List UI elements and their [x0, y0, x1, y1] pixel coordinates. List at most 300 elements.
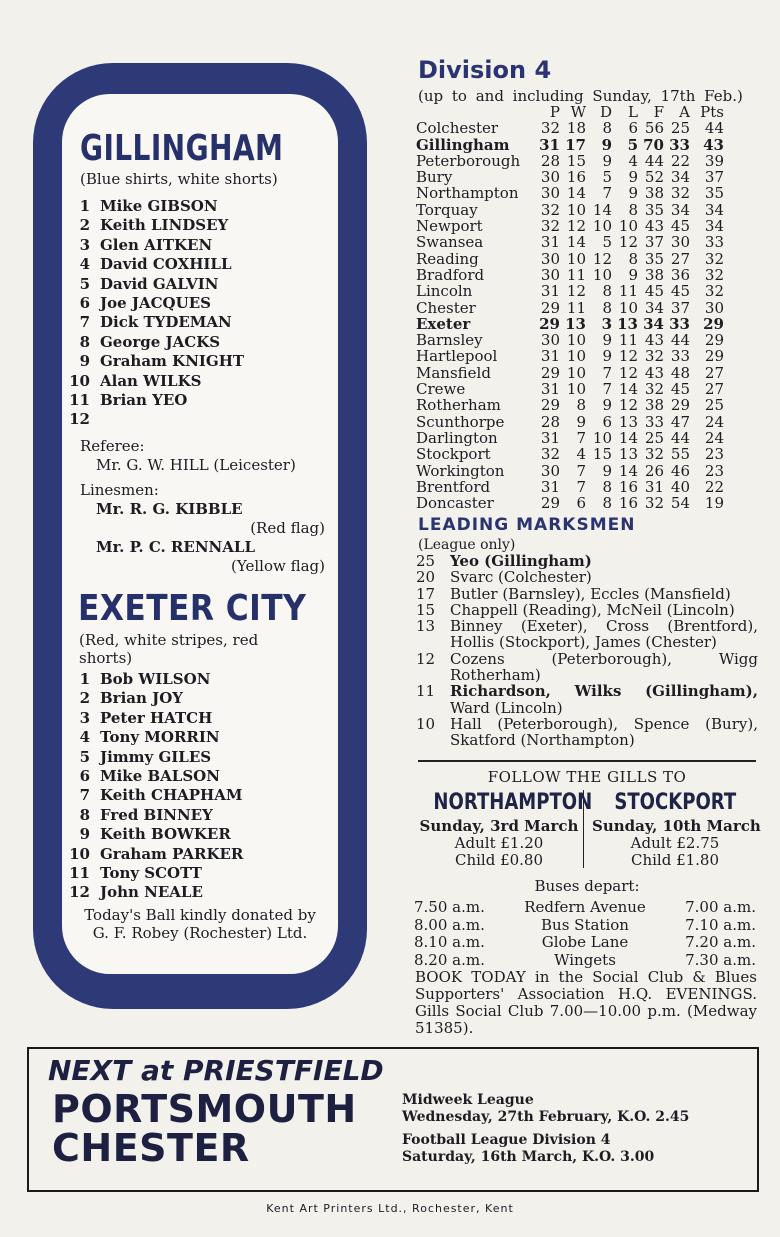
stat-cell: 14 [618, 428, 638, 447]
table-row [416, 283, 724, 299]
player-name: Glen AITKEN [100, 235, 213, 254]
player-row [62, 236, 244, 255]
player-row [62, 352, 244, 371]
player-number: 7 [79, 313, 90, 332]
stat-cell: 9 [628, 265, 638, 284]
player-name: Keith LINDSEY [100, 216, 229, 235]
player-name: Jimmy GILES [100, 747, 212, 766]
stat-cell: 32 [644, 347, 664, 366]
fixture-1 [402, 1092, 689, 1126]
stat-cell: 55 [670, 445, 690, 464]
marksmen-list [416, 553, 758, 749]
stat-cell: 32 [540, 217, 560, 236]
marksman-entry [416, 602, 758, 618]
table-row [416, 316, 724, 332]
stat-cell: 43 [644, 217, 664, 236]
stat-cell: 11 [618, 331, 638, 350]
stat-cell: 31 [540, 380, 560, 399]
column-header: Pts [700, 103, 724, 121]
stat-cell: 9 [628, 168, 638, 187]
stat-cell: 25 [644, 428, 664, 447]
player-number: 3 [79, 235, 90, 254]
stat-cell: 52 [644, 168, 664, 187]
team-cell: Peterborough [416, 151, 521, 170]
team-cell: Scunthorpe [416, 412, 505, 431]
stat-cell: 47 [670, 412, 690, 431]
fixture-competition: Football League Division 4 [402, 1132, 611, 1148]
scorer-names [450, 586, 758, 602]
scorer-names [450, 602, 758, 618]
gillingham-team-name: GILLINGHAM [80, 128, 284, 169]
scorer-plain: Hall (Peterborough), Spence (Bury), Skatford (Northampton) [450, 714, 758, 750]
stat-cell: 16 [566, 168, 586, 187]
stat-cell: 37 [644, 233, 664, 252]
stat-cell: 34 [704, 200, 724, 219]
table-row [416, 169, 724, 185]
stat-cell: 38 [644, 265, 664, 284]
stat-cell: 29 [703, 314, 724, 333]
stat-cell: 38 [644, 396, 664, 415]
goal-count: 17 [416, 584, 436, 603]
stat-cell: 29 [540, 363, 560, 382]
column-header: F [653, 103, 664, 121]
team-cell: Doncaster [416, 494, 494, 513]
trip-stockport [592, 790, 761, 869]
stat-cell: 8 [602, 119, 612, 138]
player-row [62, 709, 243, 728]
table-row [416, 381, 724, 397]
player-row [62, 883, 243, 902]
goal-count: 10 [416, 714, 436, 733]
player-row [62, 825, 243, 844]
division-subtitle: (up to and including Sunday, 17th Feb.) [418, 87, 743, 105]
stat-cell: 40 [670, 477, 690, 496]
player-name: Joe JACQUES [100, 293, 211, 312]
stat-cell: 9 [601, 135, 612, 154]
table-row [416, 251, 724, 267]
follow-heading: FOLLOW THE GILLS TO [487, 768, 687, 786]
stat-cell: 8 [602, 282, 612, 301]
printer-credit: Kent Art Printers Ltd., Rochester, Kent [266, 1202, 514, 1215]
team-cell: Exeter [416, 314, 471, 333]
match-ball-note: Today's Ball kindly donated by G. F. Robey (Rochester) Ltd. [84, 906, 316, 942]
referee-name: Mr. G. W. HILL (Leicester) [96, 456, 296, 474]
section-divider [418, 760, 756, 762]
player-row [62, 689, 243, 708]
column-header: D [599, 103, 612, 121]
team-cell: Bradford [416, 265, 485, 284]
marksman-entry [416, 716, 758, 749]
stat-cell: 32 [644, 445, 664, 464]
stat-cell: 33 [669, 135, 690, 154]
stat-cell: 8 [628, 249, 638, 268]
player-number: 9 [79, 352, 90, 371]
stat-cell: 30 [704, 298, 724, 317]
player-row [62, 333, 244, 352]
stat-cell: 9 [602, 396, 612, 415]
pickup-location: Redfern Avenue [524, 898, 646, 916]
stat-cell: 15 [566, 151, 586, 170]
stat-cell: 31 [540, 477, 560, 496]
stat-cell: 5 [627, 135, 638, 154]
stat-cell: 10 [566, 380, 586, 399]
stat-cell: 31 [644, 477, 664, 496]
stat-cell: 29 [704, 347, 724, 366]
stat-cell: 11 [566, 265, 586, 284]
stat-cell: 32 [644, 494, 664, 513]
team-cell: Gillingham [416, 135, 510, 154]
trip-child-price: Child £0.80 [454, 851, 544, 869]
stat-cell: 14 [566, 184, 586, 203]
player-name: George JACKS [100, 332, 221, 351]
bus-time-row [414, 934, 756, 952]
stat-cell: 32 [540, 119, 560, 138]
stat-cell: 70 [643, 135, 664, 154]
team-cell: Stockport [416, 445, 491, 464]
league-table [416, 104, 724, 511]
player-name: David COXHILL [100, 255, 232, 274]
stat-cell: 34 [643, 314, 664, 333]
league-table-header [416, 104, 724, 120]
stat-cell: 13 [565, 314, 586, 333]
stat-cell: 7 [576, 428, 586, 447]
stat-cell: 29 [540, 298, 560, 317]
stat-cell: 7 [576, 461, 586, 480]
team-cell: Lincoln [416, 282, 473, 301]
column-header: A [679, 103, 690, 121]
marksman-entry [416, 569, 758, 585]
stat-cell: 29 [539, 314, 560, 333]
stat-cell: 14 [592, 200, 612, 219]
stat-cell: 9 [628, 184, 638, 203]
stat-cell: 23 [704, 461, 724, 480]
stat-cell: 45 [670, 217, 690, 236]
goal-count: 11 [416, 682, 436, 701]
player-row [62, 410, 244, 429]
player-number: 12 [69, 410, 90, 429]
stat-cell: 31 [539, 135, 560, 154]
stat-cell: 7 [602, 363, 612, 382]
scorer-plain: Butler (Barnsley), Eccles (Mansfield) [450, 584, 731, 603]
stat-cell: 23 [704, 445, 724, 464]
stat-cell: 9 [602, 347, 612, 366]
player-number: 4 [79, 728, 90, 747]
stockport-departure: 7.00 a.m. [685, 898, 756, 916]
stat-cell: 10 [618, 298, 638, 317]
stat-cell: 6 [628, 119, 638, 138]
player-name: Graham KNIGHT [100, 352, 245, 371]
stat-cell: 29 [540, 494, 560, 513]
next-opponent-2: CHESTER [52, 1126, 250, 1170]
stat-cell: 12 [618, 363, 638, 382]
stat-cell: 35 [644, 200, 664, 219]
player-row [62, 294, 244, 313]
stat-cell: 36 [670, 265, 690, 284]
player-name: David GALVIN [100, 274, 219, 293]
table-row [416, 137, 724, 153]
stat-cell: 10 [566, 249, 586, 268]
stat-cell: 28 [540, 412, 560, 431]
stat-cell: 16 [618, 477, 638, 496]
stat-cell: 27 [670, 249, 690, 268]
player-number: 1 [79, 197, 90, 215]
stat-cell: 31 [540, 282, 560, 301]
stat-cell: 14 [618, 461, 638, 480]
stat-cell: 4 [576, 445, 586, 464]
stat-cell: 8 [602, 477, 612, 496]
goal-count: 12 [416, 649, 436, 668]
scorer-plain: Svarc (Colchester) [450, 568, 592, 587]
player-name: Alan WILKS [100, 371, 202, 390]
stat-cell: 12 [618, 233, 638, 252]
stat-cell: 4 [628, 151, 638, 170]
scorer-names [450, 683, 758, 716]
stat-cell: 12 [592, 249, 612, 268]
stat-cell: 25 [704, 396, 724, 415]
exeter-player-list [62, 670, 243, 903]
stat-cell: 12 [618, 396, 638, 415]
stat-cell: 29 [704, 331, 724, 350]
player-name: Bob WILSON [100, 670, 211, 688]
team-cell: Darlington [416, 428, 498, 447]
trip-northampton [416, 790, 593, 869]
player-row [62, 767, 243, 786]
table-row [416, 202, 724, 218]
player-number: 7 [79, 786, 90, 805]
team-cell: Colchester [416, 119, 499, 138]
trip-adult-price: Adult £1.20 [454, 834, 544, 852]
stat-cell: 7 [602, 380, 612, 399]
stat-cell: 27 [704, 363, 724, 382]
linesmen-label: Linesmen: [80, 481, 159, 499]
stat-cell: 43 [644, 331, 664, 350]
stat-cell: 9 [602, 331, 612, 350]
trip-destination: STOCKPORT [614, 790, 736, 815]
player-name: Peter HATCH [100, 708, 213, 727]
player-name: John NEALE [100, 883, 203, 902]
stat-cell: 24 [704, 412, 724, 431]
stat-cell: 37 [704, 168, 724, 187]
stat-cell: 13 [618, 412, 638, 431]
bus-times-table [414, 899, 756, 969]
stat-cell: 54 [670, 494, 690, 513]
stat-cell: 25 [670, 119, 690, 138]
player-name: Brian JOY [100, 689, 183, 708]
stat-cell: 35 [644, 249, 664, 268]
player-name: Mike GIBSON [100, 197, 218, 215]
player-name: Mike BALSON [100, 766, 220, 785]
stat-cell: 15 [592, 445, 612, 464]
scorer-bold: Yeo (Gillingham) [450, 552, 592, 570]
pickup-location: Globe Lane [541, 933, 629, 951]
team-cell: Barnsley [416, 331, 483, 350]
stat-cell: 24 [704, 428, 724, 447]
stat-cell: 44 [704, 119, 724, 138]
stat-cell: 19 [704, 494, 724, 513]
fixture-date: Wednesday, 27th February, K.O. 2.45 [402, 1109, 690, 1125]
player-number: 5 [79, 274, 90, 293]
division-title: Division 4 [418, 56, 552, 84]
northampton-departure: 8.00 a.m. [414, 915, 485, 934]
stat-cell: 44 [670, 331, 690, 350]
stat-cell: 5 [602, 168, 612, 187]
table-row [416, 397, 724, 413]
stat-cell: 38 [644, 184, 664, 203]
goal-count: 15 [416, 600, 436, 619]
stat-cell: 45 [670, 282, 690, 301]
team-cell: Crewe [416, 380, 466, 399]
stat-cell: 32 [704, 265, 724, 284]
player-row [62, 748, 243, 767]
player-number: 12 [69, 883, 90, 902]
team-cell: Torquay [416, 200, 478, 219]
table-row [416, 218, 724, 234]
player-name: Tony SCOTT [100, 863, 202, 882]
team-cell: Newport [416, 217, 483, 236]
fixture-competition: Midweek League [402, 1092, 534, 1108]
stat-cell: 34 [670, 200, 690, 219]
team-cell: Chester [416, 298, 476, 317]
fixture-date: Saturday, 16th March, K.O. 3.00 [402, 1149, 655, 1165]
stat-cell: 9 [602, 151, 612, 170]
team-cell: Workington [416, 461, 505, 480]
stat-cell: 10 [592, 265, 612, 284]
player-name: Keith CHAPHAM [100, 786, 243, 805]
team-cell: Swansea [416, 233, 484, 252]
stat-cell: 18 [566, 119, 586, 138]
stat-cell: 32 [540, 445, 560, 464]
stat-cell: 29 [540, 396, 560, 415]
marksman-entry [416, 618, 758, 651]
table-row [416, 463, 724, 479]
linesman-1-flag: (Red flag) [250, 519, 325, 537]
stat-cell: 10 [566, 363, 586, 382]
stat-cell: 11 [566, 298, 586, 317]
exeter-colors: (Red, white stripes, red shorts) [79, 631, 259, 667]
table-row [416, 120, 724, 136]
trip-date: Sunday, 10th March [592, 817, 761, 835]
stat-cell: 33 [669, 314, 690, 333]
northampton-departure: 8.10 a.m. [414, 933, 485, 951]
stat-cell: 34 [704, 217, 724, 236]
goal-count: 20 [416, 568, 436, 587]
column-header: W [570, 103, 586, 121]
linesman-1-name: Mr. R. G. KIBBLE [96, 500, 243, 518]
player-name: Graham PARKER [100, 844, 244, 863]
stat-cell: 32 [540, 200, 560, 219]
stat-cell: 32 [704, 249, 724, 268]
player-row [62, 197, 244, 216]
stat-cell: 10 [592, 428, 612, 447]
team-cell: Mansfield [416, 363, 491, 382]
bus-time-row [414, 917, 756, 935]
buses-heading: Buses depart: [534, 877, 640, 895]
goal-count: 25 [416, 552, 436, 570]
scorer-plain: Chappell (Reading), McNeil (Lincoln) [450, 600, 735, 619]
stat-cell: 6 [602, 412, 612, 431]
stat-cell: 30 [540, 249, 560, 268]
gillingham-player-list [62, 197, 244, 430]
player-number: 5 [79, 747, 90, 766]
stat-cell: 31 [540, 233, 560, 252]
stat-cell: 43 [644, 363, 664, 382]
player-name: Brian YEO [100, 390, 188, 409]
player-row [62, 275, 244, 294]
table-row [416, 495, 724, 511]
stat-cell: 22 [670, 151, 690, 170]
stat-cell: 11 [618, 282, 638, 301]
team-cell: Reading [416, 249, 479, 268]
stat-cell: 31 [540, 347, 560, 366]
player-row [62, 391, 244, 410]
player-row [62, 216, 244, 235]
team-cell: Hartlepool [416, 347, 498, 366]
player-name: Tony MORRIN [100, 728, 220, 747]
stockport-departure: 7.20 a.m. [685, 933, 756, 951]
marksman-entry [416, 683, 758, 716]
stat-cell: 9 [602, 461, 612, 480]
player-number: 6 [79, 766, 90, 785]
stat-cell: 30 [540, 265, 560, 284]
marksman-entry [416, 586, 758, 602]
player-name: Dick TYDEMAN [100, 313, 232, 332]
stat-cell: 46 [670, 461, 690, 480]
stockport-departure: 7.30 a.m. [685, 950, 756, 969]
table-row [416, 300, 724, 316]
linesman-2-name: Mr. P. C. RENNALL [96, 538, 255, 556]
stat-cell: 7 [602, 184, 612, 203]
table-row [416, 365, 724, 381]
player-number: 10 [69, 371, 90, 390]
trip-destination: NORTHAMPTON [433, 790, 593, 815]
player-row [62, 313, 244, 332]
stat-cell: 32 [670, 184, 690, 203]
match-officials [80, 437, 325, 576]
player-name: Keith BOWKER [100, 825, 231, 844]
trip-child-price: Child £1.80 [630, 851, 720, 869]
marksmen-title: LEADING MARKSMEN [418, 515, 636, 535]
stat-cell: 34 [670, 168, 690, 187]
marksman-entry [416, 553, 758, 569]
stat-cell: 8 [576, 396, 586, 415]
player-row [62, 728, 243, 747]
player-row [62, 806, 243, 825]
trip-adult-price: Adult £2.75 [630, 834, 720, 852]
player-number: 1 [79, 670, 90, 688]
table-row [416, 430, 724, 446]
stat-cell: 33 [644, 412, 664, 431]
next-opponent-1: PORTSMOUTH [52, 1087, 357, 1131]
bus-time-row [414, 899, 756, 917]
northampton-departure: 8.20 a.m. [414, 950, 485, 969]
player-number: 8 [79, 805, 90, 824]
stat-cell: 12 [618, 347, 638, 366]
stat-cell: 33 [704, 233, 724, 252]
stat-cell: 12 [566, 282, 586, 301]
stat-cell: 30 [540, 168, 560, 187]
gillingham-colors: (Blue shirts, white shorts) [80, 170, 278, 188]
team-cell: Bury [416, 168, 453, 187]
player-name: Fred BINNEY [100, 805, 213, 824]
column-header: L [628, 103, 638, 121]
stat-cell: 17 [565, 135, 586, 154]
player-number: 9 [79, 825, 90, 844]
stat-cell: 44 [644, 151, 664, 170]
marksman-entry [416, 651, 758, 684]
stat-cell: 30 [540, 331, 560, 350]
stat-cell: 10 [566, 200, 586, 219]
stat-cell: 56 [644, 119, 664, 138]
